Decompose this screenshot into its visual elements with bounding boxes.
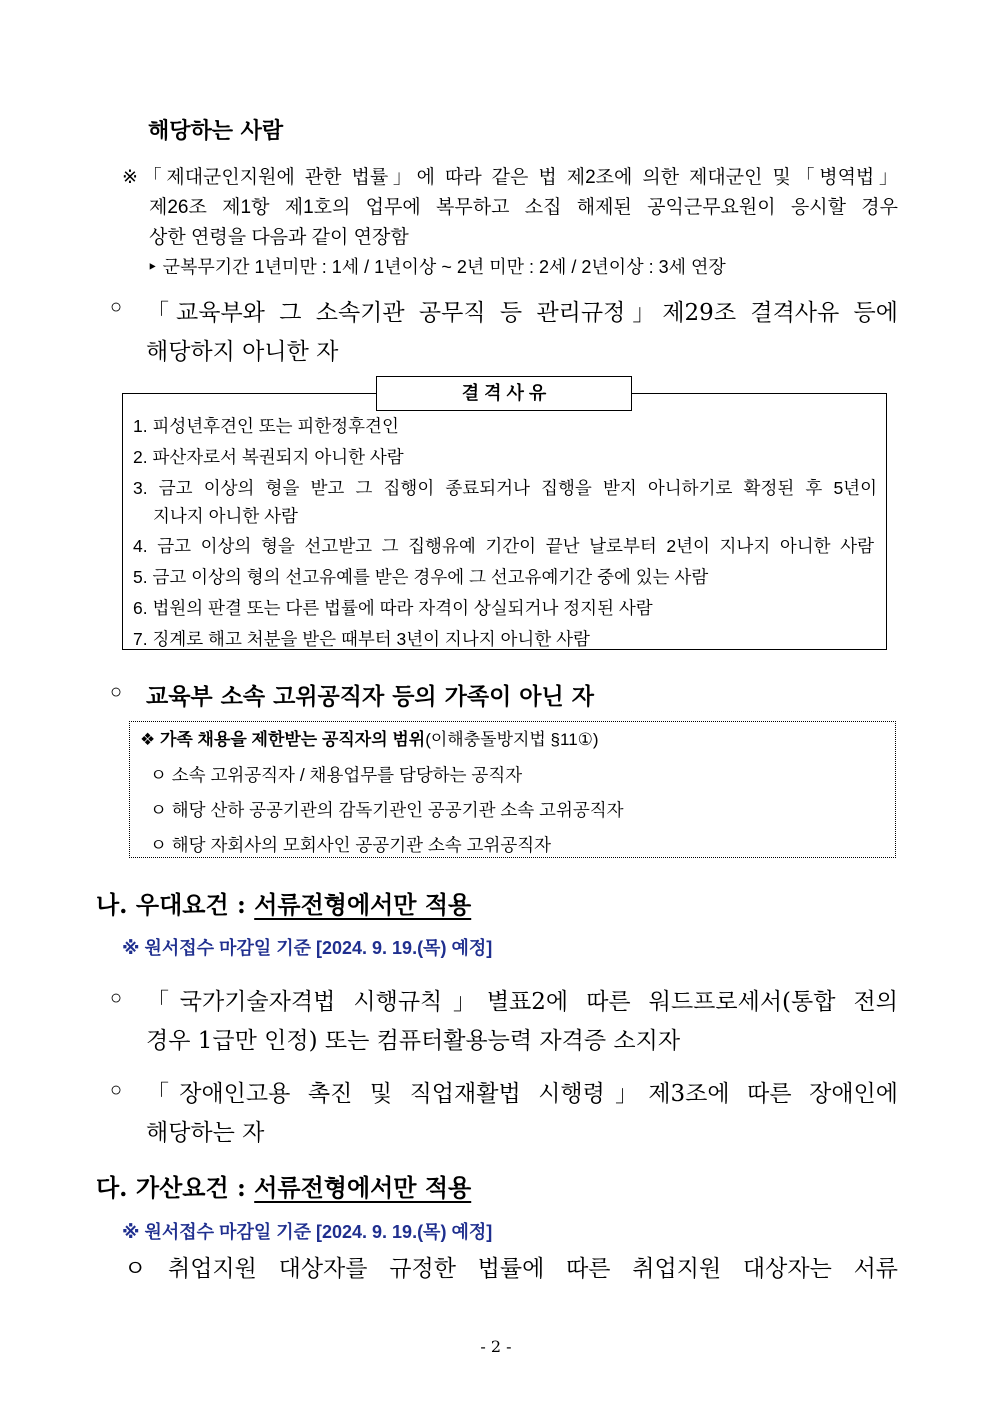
- intro-note-line1: ※「제대군인지원에 관한 법률」에 따라 같은 법 제2조에 의한 제대군인 및「병역법」: [122, 167, 898, 188]
- section-da-note: ※ 원서접수 마감일 기준 [2024. 9. 19.(목) 예정]: [122, 1222, 493, 1242]
- disqualify-box-title: 결 격 사 유: [376, 376, 632, 411]
- disqualify-item-1: 1. 피성년후견인 또는 피한정후견인: [133, 416, 399, 436]
- family-item-1: ㅇ 소속 고위공직자 / 채용업무를 담당하는 공직자: [150, 765, 523, 785]
- section-da-heading: [96, 1168, 471, 1203]
- section-na-underlined: 서류전형에서만 적용: [254, 890, 472, 919]
- disqualify-item-3: 3. 금고 이상의 형을 받고 그 집행이 종료되거나 집행을 받지 아니하기로 확정된 후 5년이: [133, 478, 877, 498]
- item1-line1: 「교육부와 그 소속기관 공무직 등 관리규정」제29조 결격사유 등에: [146, 300, 898, 326]
- page-number: - 2 -: [480, 1337, 512, 1356]
- intro-note-line2: 제26조 제1항 제1호의 업무에 복무하고 소집 해제된 공익근무요원이 응시할 경우: [149, 197, 898, 218]
- family-item-3: ㅇ 해당 자회사의 모회사인 공공기관 소속 고위공직자: [150, 835, 552, 855]
- section-da-underlined: 서류전형에서만 적용: [254, 1173, 472, 1202]
- intro-note-line3: 상한 연령을 다음과 같이 연장함: [149, 227, 409, 248]
- section-na-item1-marker: ○: [110, 987, 123, 1009]
- disqualify-item-5: 5. 금고 이상의 형의 선고유예를 받은 경우에 그 선고유예기간 중에 있는 사람: [133, 567, 709, 587]
- family-box-title-rest: (이해충돌방지법 §11①): [425, 730, 599, 749]
- section-na-note: ※ 원서접수 마감일 기준 [2024. 9. 19.(목) 예정]: [122, 938, 493, 958]
- item2-marker: ○: [110, 681, 123, 703]
- disqualify-item-3-cont: 지나지 아니한 사람: [153, 506, 298, 526]
- section-na-label: 나. 우대요건 :: [96, 890, 255, 919]
- disqualify-item-4: 4. 금고 이상의 형을 선고받고 그 집행유예 기간이 끝난 날로부터 2년이 지나지 아니한 사람: [133, 536, 874, 556]
- section-na-item2-line1: 「장애인고용 촉진 및 직업재활법 시행령」제3조에 따른 장애인에: [146, 1081, 898, 1107]
- disqualify-item-6: 6. 법원의 판결 또는 다른 법률에 따라 자격이 상실되거나 정지된 사람: [133, 598, 653, 618]
- intro-heading: 해당하는 사람: [148, 118, 284, 144]
- section-na-item1-line1: 「국가기술자격법 시행규칙」별표2에 따른 워드프로세서(통합 전의: [146, 989, 898, 1015]
- section-na-heading: [96, 885, 471, 920]
- section-na-item2-line2: 해당하는 자: [146, 1120, 265, 1146]
- disqualify-item-7: 7. 징계로 해고 처분을 받은 때부터 3년이 지나지 아니한 사람: [133, 629, 590, 649]
- section-da-label: 다. 가산요건 :: [96, 1173, 255, 1202]
- section-na-item1-line2: 경우 1급만 인정) 또는 컴퓨터활용능력 자격증 소지자: [146, 1028, 681, 1054]
- item2-text: 교육부 소속 고위공직자 등의 가족이 아닌 자: [146, 683, 594, 710]
- family-box-title: [140, 725, 599, 750]
- family-box-title-bold: 가족 채용을 제한받는 공직자의 범위: [159, 730, 426, 749]
- section-na-item2-marker: ○: [110, 1079, 123, 1101]
- diamond-icon: ❖: [140, 730, 156, 749]
- intro-bullet: ‣ 군복무기간 1년미만 : 1세 / 1년이상 ~ 2년 미만 : 2세 / 2년이상 : 3세 연장: [147, 257, 726, 277]
- family-item-2: ㅇ 해당 산하 공공기관의 감독기관인 공공기관 소속 고위공직자: [150, 800, 624, 820]
- disqualify-item-2: 2. 파산자로서 복권되지 아니한 사람: [133, 447, 404, 467]
- item1-marker: ○: [110, 296, 123, 318]
- section-da-item1: ㅇ 취업지원 대상자를 규정한 법률에 따른 취업지원 대상자는 서류: [124, 1256, 898, 1282]
- item1-line2: 해당하지 아니한 자: [146, 339, 339, 365]
